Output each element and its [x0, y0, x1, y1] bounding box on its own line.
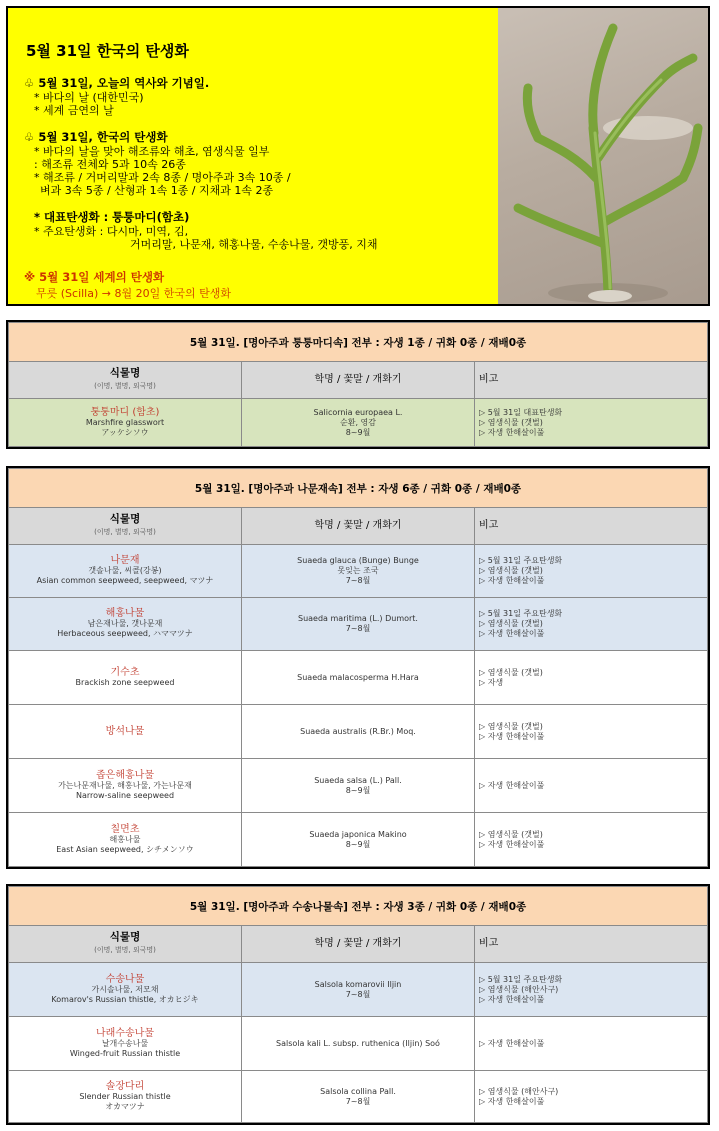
- table-row: 퉁퉁마디 (함초) Marshfire glasswort アッケシソウ Salicornia europaea L. 순환, 영감 8~9월 ▷ 5월 31일 대표탄생화 ▷ 염생식물 (갯벌) ▷ 자생 한해살이풀: [9, 399, 708, 447]
- banner-title: 5월 31일 한국의 탄생화: [26, 42, 189, 60]
- table-caption: 5월 31일. [명아주과 퉁퉁마디속] 전부 : 자생 1종 / 귀화 0종 / 재배0종: [9, 323, 708, 362]
- header-scientific: 학명 / 꽃말 / 개화기: [242, 508, 475, 545]
- header-note: 비고: [475, 362, 708, 399]
- table-row: 솔장다리 Slender Russian thistle オカマツナ Salsola collina Pall. 7~8월 ▷ 염생식물 (해안사구) ▷ 자생 한해살이풀: [9, 1071, 708, 1123]
- table-row: 칠면초 해홍나물 East Asian seepweed, シチメンソウ Suaeda japonica Makino 8~9월 ▷ 염생식물 (갯벌) ▷ 자생 한해살이풀: [9, 813, 708, 867]
- representative-flower: * 대표탄생화 : 퉁퉁마디(함초): [34, 210, 190, 224]
- korea-flower-line: * 해조류 / 거머리말과 2속 8종 / 명아주과 3속 10종 /: [34, 171, 291, 184]
- main-flowers-cont: 거머리말, 나문재, 해홍나물, 수송나물, 갯방풍, 지채: [130, 238, 378, 251]
- table-caption: 5월 31일. [명아주과 수송나물속] 전부 : 자생 3종 / 귀화 0종 / 재배0종: [9, 887, 708, 926]
- header-name: 식물명 (이명, 별명, 외국명): [9, 362, 242, 399]
- korea-flower-line: 벼과 3속 5종 / 산형과 1속 1종 / 지채과 1속 2종: [40, 184, 274, 197]
- table-row: 기수초 Brackish zone seepweed Suaeda malacosperma H.Hara ▷ 염생식물 (갯벌) ▷ 자생: [9, 651, 708, 705]
- korea-flower-heading: ♧ 5월 31일, 한국의 탄생화: [24, 130, 168, 144]
- table-row: 좁은해홍나물 가는나문재나물, 해홍나물, 가는나문재 Narrow-saline seepweed Suaeda salsa (L.) Pall. 8~9월 ▷ 자생 한해살이풀: [9, 759, 708, 813]
- history-line: * 바다의 날 (대한민국): [34, 91, 144, 104]
- header-note: 비고: [475, 926, 708, 963]
- korea-flower-line: : 해조류 전체와 5과 10속 26종: [34, 158, 186, 171]
- genus-table-salsola: [6, 884, 710, 1125]
- korea-flower-line: * 바다의 날을 맞아 해조류와 해초, 염생식물 일부: [34, 145, 270, 158]
- table-row: 수송나물 가시솔나물, 저모채 Komarov's Russian thistle, オカヒジキ Salsola komarovii Iljin 7~8월 ▷ 5월 31일 주요탄생화 ▷ 염생식물 (해안사구) ▷ 자생 한해살이풀: [9, 963, 708, 1017]
- banner-text: [20, 16, 498, 301]
- table-row: 방석나물 Suaeda australis (R.Br.) Moq. ▷ 염생식물 (갯벌) ▷ 자생 한해살이풀: [9, 705, 708, 759]
- genus-table-salicornia: [6, 320, 710, 449]
- world-flower-line: 무릇 (Scilla) → 8월 20일 한국의 탄생화: [36, 287, 231, 300]
- table-row: 나문재 갯솔나물, 씨콜(강봉) Asian common seepweed, seepweed, マツナ Suaeda glauca (Bunge) Bunge 못잊는 조국 7~8월 ▷ 5월 31일 주요탄생화 ▷ 염생식물 (갯벌) ▷ 자생 한해살이풀: [9, 545, 708, 598]
- plant-name: 퉁퉁마디 (함초): [90, 406, 160, 418]
- history-line: * 세계 금연의 날: [34, 104, 114, 117]
- glasswort-photo: [498, 8, 708, 304]
- header-note: 비고: [475, 508, 708, 545]
- world-flower-heading: ※ 5월 31일 세계의 탄생화: [24, 270, 165, 284]
- main-flowers: * 주요탄생화 : 다시마, 미역, 김,: [34, 225, 189, 238]
- genus-table-suaeda: [6, 466, 710, 869]
- table-row: 해홍나물 남은재나물, 갯나문재 Herbaceous seepweed, ハママツナ Suaeda maritima (L.) Dumort. 7~8월 ▷ 5월 31일 주요탄생화 ▷ 염생식물 (갯벌) ▷ 자생 한해살이풀: [9, 598, 708, 651]
- table-caption: 5월 31일. [명아주과 나문재속] 전부 : 자생 6종 / 귀화 0종 / 재배0종: [9, 469, 708, 508]
- header-name: 식물명 (이명, 별명, 외국명): [9, 508, 242, 545]
- history-heading: ♧ 5월 31일, 오늘의 역사와 기념일.: [24, 76, 210, 90]
- header-scientific: 학명 / 꽃말 / 개화기: [242, 926, 475, 963]
- birth-flower-banner: [6, 6, 710, 306]
- table-row: 나래수송나물 날개수송나물 Winged-fruit Russian thistle Salsola kali L. subsp. ruthenica (Iljin) Soó ▷ 자생 한해살이풀: [9, 1017, 708, 1071]
- header-scientific: 학명 / 꽃말 / 개화기: [242, 362, 475, 399]
- header-name: 식물명 (이명, 별명, 외국명): [9, 926, 242, 963]
